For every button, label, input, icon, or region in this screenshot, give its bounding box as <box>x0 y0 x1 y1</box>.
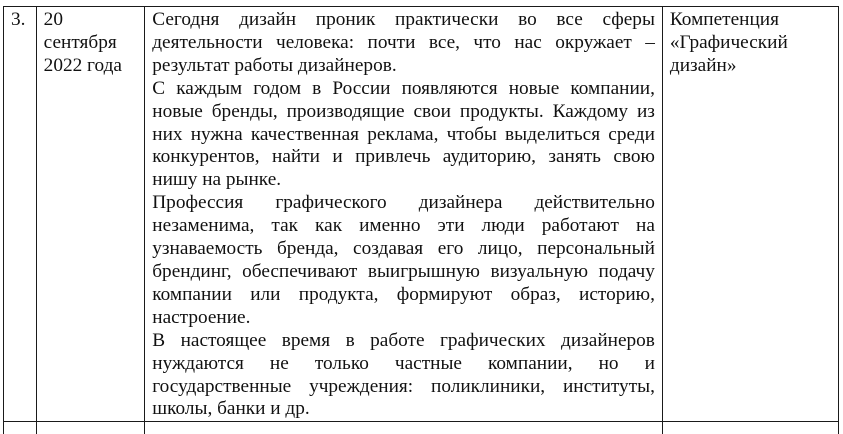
date-cell <box>36 7 145 422</box>
row-number-cell <box>4 7 37 422</box>
competence-line-3: дизайн» <box>669 54 737 76</box>
competence-line-2: «Графический <box>669 31 788 53</box>
row-number: 3. <box>11 9 26 30</box>
description-cell <box>145 7 663 422</box>
empty-cell <box>4 422 37 434</box>
date-line-1: 20 сентября <box>43 9 117 53</box>
empty-cell <box>145 422 663 434</box>
table-row-partial <box>4 422 839 434</box>
description-paragraph-2: С каждым годом в России появляются новые компании, новые бренды, производящие свои продукты. Каждому из них нужна качественная реклама, чтобы выделиться среди конкурентов, найти и привлечь аудиторию, занять свою нишу на рынке. <box>152 77 655 191</box>
empty-cell <box>36 422 145 434</box>
document-table <box>3 6 839 434</box>
description-paragraph-4: В настоящее время в работе графических дизайнеров нуждаются не только частные компании, но и государственные учреждения: поликлиники, институты, школы, банки и др. <box>152 329 655 420</box>
empty-cell <box>662 422 838 434</box>
competence-cell <box>662 7 838 422</box>
description-paragraph-3: Профессия графического дизайнера действительно незаменима, так как именно эти люди работают на узнаваемость бренда, создавая его лицо, персональный брендинг, обеспечивают выигрышную визуальную подачу компании или продукта, формируют образ, историю, настроение. <box>152 192 655 328</box>
date-line-2: 2022 года <box>43 54 122 76</box>
table-row <box>4 7 839 422</box>
competence-line-1: Компетенция <box>669 9 779 30</box>
description-paragraph-1: Сегодня дизайн проник практически во все сферы деятельности человека: почти все, что нас окружает – результат работы дизайнеров. <box>152 9 655 76</box>
